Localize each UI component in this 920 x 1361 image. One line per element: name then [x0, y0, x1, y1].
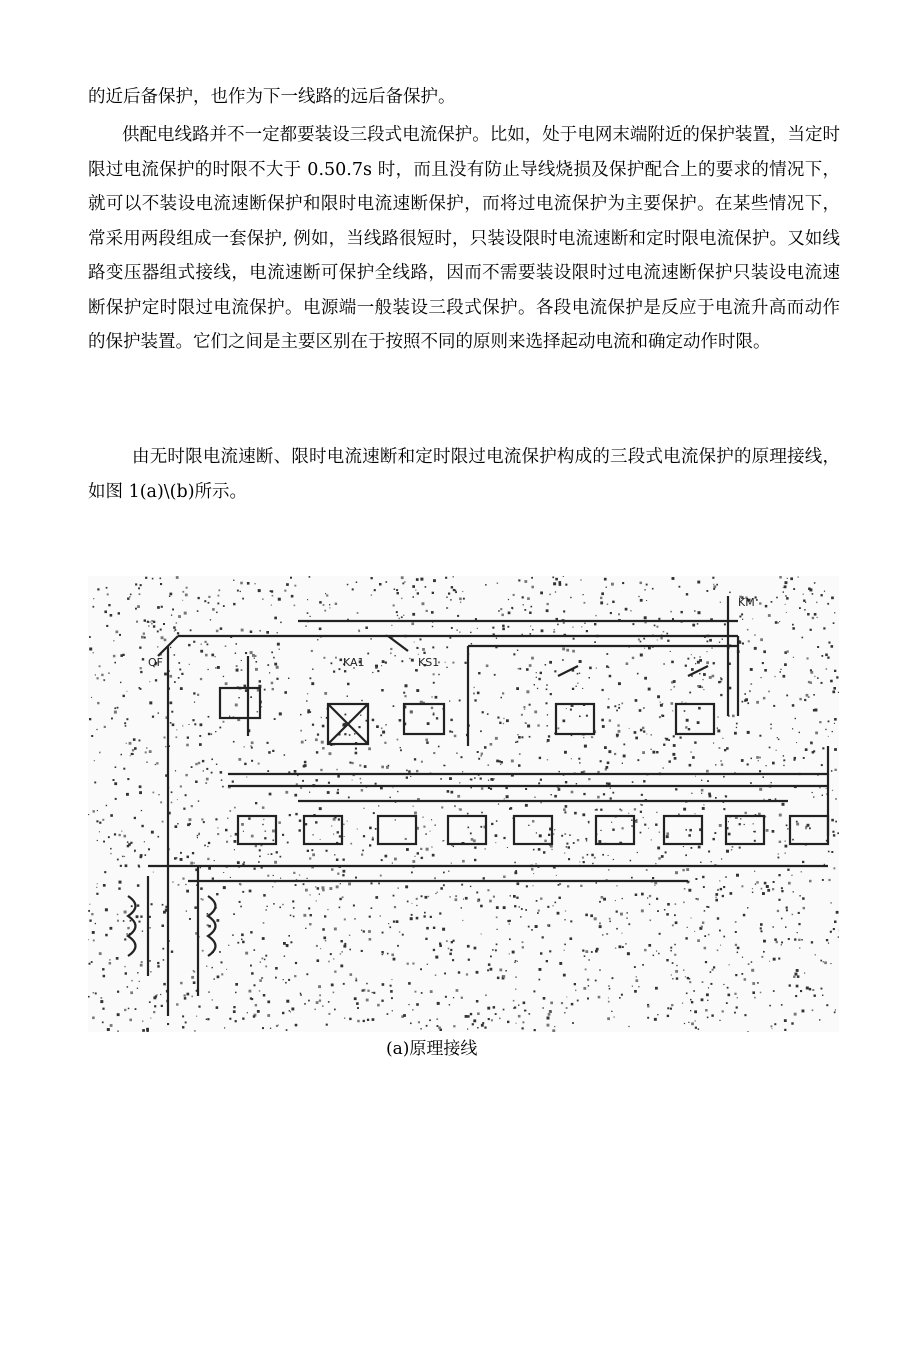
qf-label: QF: [148, 656, 163, 669]
paragraph-1: 的近后备保护，也作为下一线路的远后备保护。: [88, 87, 456, 107]
ka1-label: KA1: [343, 656, 365, 669]
scan-noise: [88, 576, 839, 1032]
figure-caption: (a)原理接线: [386, 1039, 478, 1059]
circuit-diagram-figure: [88, 576, 839, 1032]
paragraph-2: 供配电线路并不一定都要装设三段式电流保护。比如，处于电网末端附近的保护装置，当定时限过电流保护的时限不大于 0.50.7s 时，而且没有防止导线烧损及保护配合上的要求的情况下，就可以不装设电流速断保护和限时电流速断保护，而将过电流保护为主要保护。在某些情况下，常采用两段组成一套保护, 例如，当线路很短时，只装设限时电流速断和定时限电流保护。又如线路变压器组式接线，电流速断可保护全线路，因而不需要装设限时过电流速断保护只装设电流速断保护定时限过电流保护。电源端一般装设三段式保护。各段电流保护是反应于电流升高而动作的保护装置。它们之间是主要区别在于按照不同的原则来选择起动电流和确定动作时限。: [88, 125, 840, 352]
tail-label: KM: [738, 596, 755, 609]
circuit-lines: [128, 596, 828, 1016]
circuit-diagram: [88, 576, 839, 1032]
ks1-label: KS1: [418, 656, 440, 669]
paragraph-3: 由无时限电流速断、限时电流速断和定时限过电流保护构成的三段式电流保护的原理接线，如图 1(a)\(b)所示。: [88, 447, 840, 502]
